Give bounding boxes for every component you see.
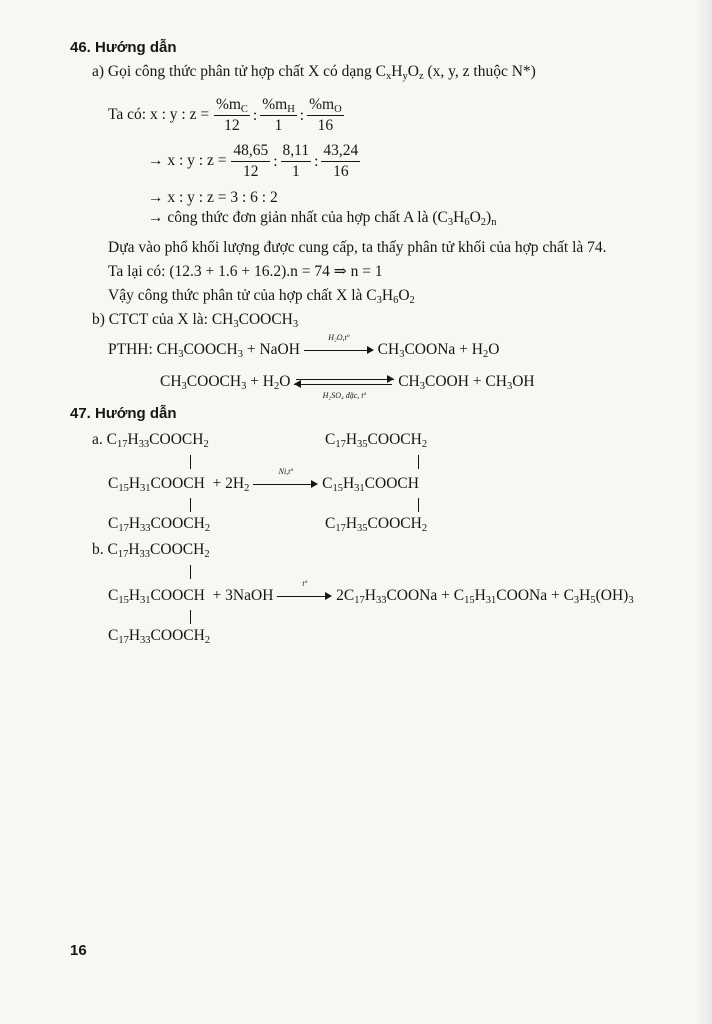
product-bottom-chain: $C_{17}H_{35}COOCH_2$	[325, 515, 428, 534]
mass-spectrum-note: Dựa vào phổ khối lượng được cung cấp, ta thấy phân tử khối của hợp chất là 74.	[108, 239, 607, 256]
saponification-bottom-chain: $C_{17}H_{33}COOCH_2$	[108, 627, 211, 646]
molecular-formula-conclusion: Vậy công thức phân tử của hợp chất X là $C_3H_6O_2$	[108, 287, 415, 306]
product-top-chain: $C_{17}H_{35}COOCH_2$	[325, 431, 428, 450]
reaction-arrow: tº	[277, 588, 332, 604]
saponification-top-chain: b. $C_{17}H_{33}COOCH_2$	[92, 541, 210, 560]
ratio-result: → x : y : z = 3 : 6 : 2	[148, 189, 278, 206]
bond-line	[418, 498, 419, 512]
reactant-bottom-chain: $C_{17}H_{33}COOCH_2$	[108, 515, 211, 534]
bond-line	[190, 498, 191, 512]
bond-line	[190, 565, 191, 579]
saponification-equation: $C_{15}H_{31}COOCH$ + 3NaOH tº $2C_{17}H_{33}COONa$ + $C_{15}H_{31}COONa + C_3H_5(OH)_3$	[108, 579, 634, 606]
bond-line	[418, 455, 419, 469]
part-b-structure: b) CTCT của X là: $CH_3COOCH_3$	[92, 311, 299, 330]
hydrogenation-equation: $C_{15}H_{31}COOCH + 2H_2$ Ni,tº $C_{15}H_{31}COOCH$	[108, 467, 419, 494]
part-a-intro: a) Gọi công thức phân tử hợp chất X có dạng $C_xH_yO_z$ (x, y, z thuộc N*)	[92, 63, 536, 82]
reaction-hydrolysis: $CH_3COOCH_3 + H_2O$ H₂SO₄ đặc, tº $CH_3COOH + CH_3OH$	[160, 373, 535, 401]
reaction-naoh: PTHH: $CH_3COOCH_3$ + NaOH H₂O,tº $CH_3COONa + H_2O$	[108, 333, 500, 360]
ratio-formula-percent: Ta có: x : y : z = $\frac{\%m_C}{12}$ : $\frac{\%m_H}{1}$ : $\frac{\%m_O}{16}$	[108, 96, 342, 134]
bond-line	[190, 610, 191, 624]
simplest-formula: → công thức đơn giản nhất của hợp chất A là $(C_3H_6O_2)_n$	[148, 209, 497, 228]
equilibrium-arrow: H₂SO₄ đặc, tº	[294, 373, 394, 391]
n-calculation: Ta lại có: (12.3 + 1.6 + 16.2).n = 74 ⇒ n = 1	[108, 263, 383, 280]
reaction-arrow: H₂O,tº	[304, 342, 374, 358]
page-number: 16	[70, 942, 87, 959]
page-edge-shadow	[696, 0, 712, 1024]
reaction-arrow: Ni,tº	[253, 476, 318, 492]
heading-47: 47. Hướng dẫn	[70, 405, 177, 422]
bond-line	[190, 455, 191, 469]
reactant-top-chain: a. $C_{17}H_{33}COOCH_2$	[92, 431, 209, 450]
heading-46: 46. Hướng dẫn	[70, 39, 177, 56]
ratio-formula-values: → x : y : z = $\frac{48,65}{12}$ : $\frac{8,11}{1}$ : $\frac{43,24}{16}$	[148, 142, 359, 180]
